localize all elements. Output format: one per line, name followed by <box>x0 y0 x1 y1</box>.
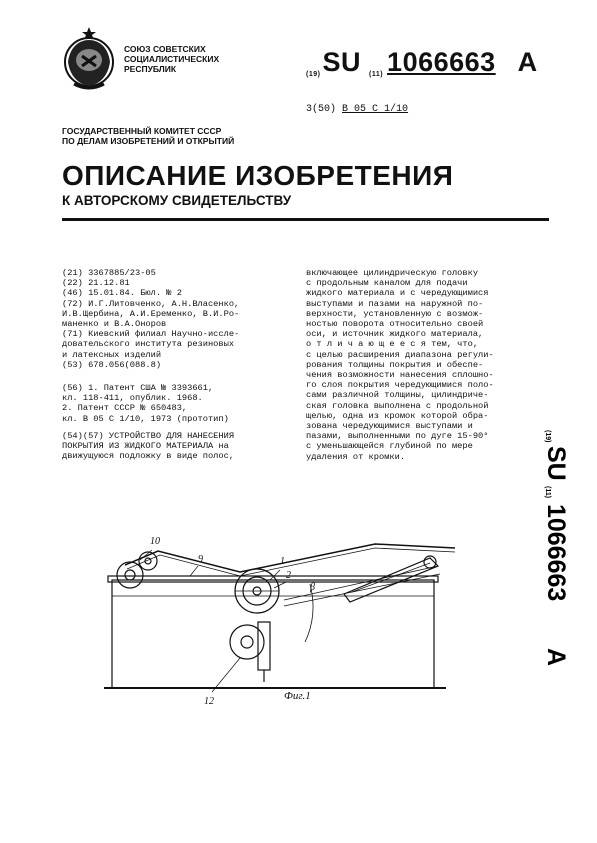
biblio-line: (54)(57) УСТРОЙСТВО ДЛЯ НАНЕСЕНИЯ <box>62 430 235 441</box>
ussr-emblem-icon <box>60 26 118 92</box>
document-subtitle: К АВТОРСКОМУ СВИДЕТЕЛЬСТВУ <box>62 193 292 208</box>
country-code: SU <box>322 47 361 77</box>
document-title: ОПИСАНИЕ ИЗОБРЕТЕНИЯ <box>62 160 454 191</box>
biblio-line: (46) 15.01.84. Бюл. № 2 <box>62 288 182 299</box>
stamp-code-11: (11) <box>544 486 551 499</box>
label-1: 1 <box>280 556 285 567</box>
biblio-line: (56) 1. Патент США № 3393661, <box>62 383 214 394</box>
ipc-class: В 05 С 1/10 <box>342 104 409 115</box>
biblio-line: (71) Киевский филиал Научно-иссле- <box>62 329 240 340</box>
biblio-line: кл. 118-411, опублик. 1968. <box>62 393 203 404</box>
biblio-line: довательского института резиновых <box>62 339 235 350</box>
abstract-text <box>306 268 530 462</box>
abstract-line: рования толщины покрытия и обеспе- <box>306 359 484 370</box>
abstract-line: зована чередующимися выступами и <box>306 421 473 432</box>
biblio-line: (72) И.Г.Литовченко, А.Н.Власенко, <box>62 298 240 309</box>
abstract-line: включающее цилиндрическую головку <box>306 268 479 278</box>
label-2: 2 <box>286 570 291 581</box>
stamp-country: SU <box>542 446 570 481</box>
abstract-line: чения возможности нанесения сплошно- <box>306 370 494 381</box>
bibliographic-data <box>62 268 298 461</box>
biblio-line: (22) 21.12.81 <box>62 278 130 289</box>
union-name-line: СОЮЗ СОВЕТСКИХ <box>124 44 206 54</box>
label-9: 9 <box>198 554 203 565</box>
ipc-classification <box>306 104 408 115</box>
abstract-line: выступами и пазами на наружной по- <box>306 298 484 309</box>
issuing-state <box>124 44 244 74</box>
biblio-line: 2. Патент СССР № 650483, <box>62 403 188 414</box>
stamp-kind: A <box>542 648 570 667</box>
abstract-line: с целью расширения диапазона регули- <box>306 349 494 360</box>
abstract-line: пазами, выполненными по дуге 15-90° <box>306 431 489 442</box>
abstract-line: верхности, установленную с возмож- <box>306 308 484 319</box>
biblio-line: (21) 3367885/23-05 <box>62 268 156 278</box>
right-mechanism <box>284 556 440 642</box>
committee-name <box>62 126 362 146</box>
biblio-line: (53) 678.056(088.8) <box>62 359 162 370</box>
abstract-line: оси, и источник жидкого материала, <box>306 329 484 340</box>
abstract-line: ностью поворота относительно своей <box>306 319 484 330</box>
biblio-line: и латексных изделий <box>62 349 162 360</box>
committee-line: ПО ДЕЛАМ ИЗОБРЕТЕНИЙ И ОТКРЫТИЙ <box>62 136 235 146</box>
committee-line: ГОСУДАРСТВЕННЫЙ КОМИТЕТ СССР <box>62 126 222 136</box>
abstract-line: с уменьшающейся глубиной по мере <box>306 441 473 452</box>
inid-code-19: (19) <box>306 71 321 78</box>
label-beta: β <box>310 582 315 593</box>
stamp-number: 1066663 <box>542 504 570 602</box>
stamp-code-19: (19) <box>544 430 551 443</box>
abstract-line: ская головка выполнена с продольной <box>306 400 489 411</box>
biblio-line: движущуюся подложку в виде полос, <box>62 451 235 462</box>
patent-number: 1066663 <box>387 47 496 77</box>
biblio-line: кл. В 05 С 1/10, 1973 (прототип) <box>62 413 229 424</box>
biblio-line: ПОКРЫТИЯ ИЗ ЖИДКОГО МАТЕРИАЛА на <box>62 441 229 452</box>
abstract-line: с продольным каналом для подачи <box>306 278 468 289</box>
vertical-patent-stamp <box>536 428 576 678</box>
ipc-prefix: 3(50) <box>306 104 337 115</box>
abstract-line: жидкого материала и с чередующимися <box>306 288 489 299</box>
label-10: 10 <box>150 536 160 547</box>
biblio-line: И.В.Щербина, А.И.Еременко, В.И.Ро- <box>62 308 240 319</box>
union-name-line: РЕСПУБЛИК <box>124 64 177 74</box>
biblio-line: маненко и В.А.Оноров <box>62 319 167 330</box>
abstract-line: щелью, одна из кромок которой обра- <box>306 410 489 421</box>
label-12: 12 <box>204 696 214 707</box>
union-name-line: СОЦИАЛИСТИЧЕСКИХ <box>124 54 220 64</box>
figure-caption: Фиг.1 <box>284 690 311 702</box>
inid-code-11: (11) <box>368 71 384 78</box>
header-divider <box>62 218 549 221</box>
abstract-line: го слоя покрытия чередующимися поло- <box>306 380 494 391</box>
abstract-line: удаления от кромки. <box>306 451 406 462</box>
coating-head <box>230 569 279 682</box>
patent-id <box>306 47 538 78</box>
abstract-line: о т л и ч а ю щ е е с я тем, что, <box>306 339 479 350</box>
abstract-line: сами различной толщины, цилиндриче- <box>306 390 489 401</box>
kind-code: A <box>517 47 538 77</box>
